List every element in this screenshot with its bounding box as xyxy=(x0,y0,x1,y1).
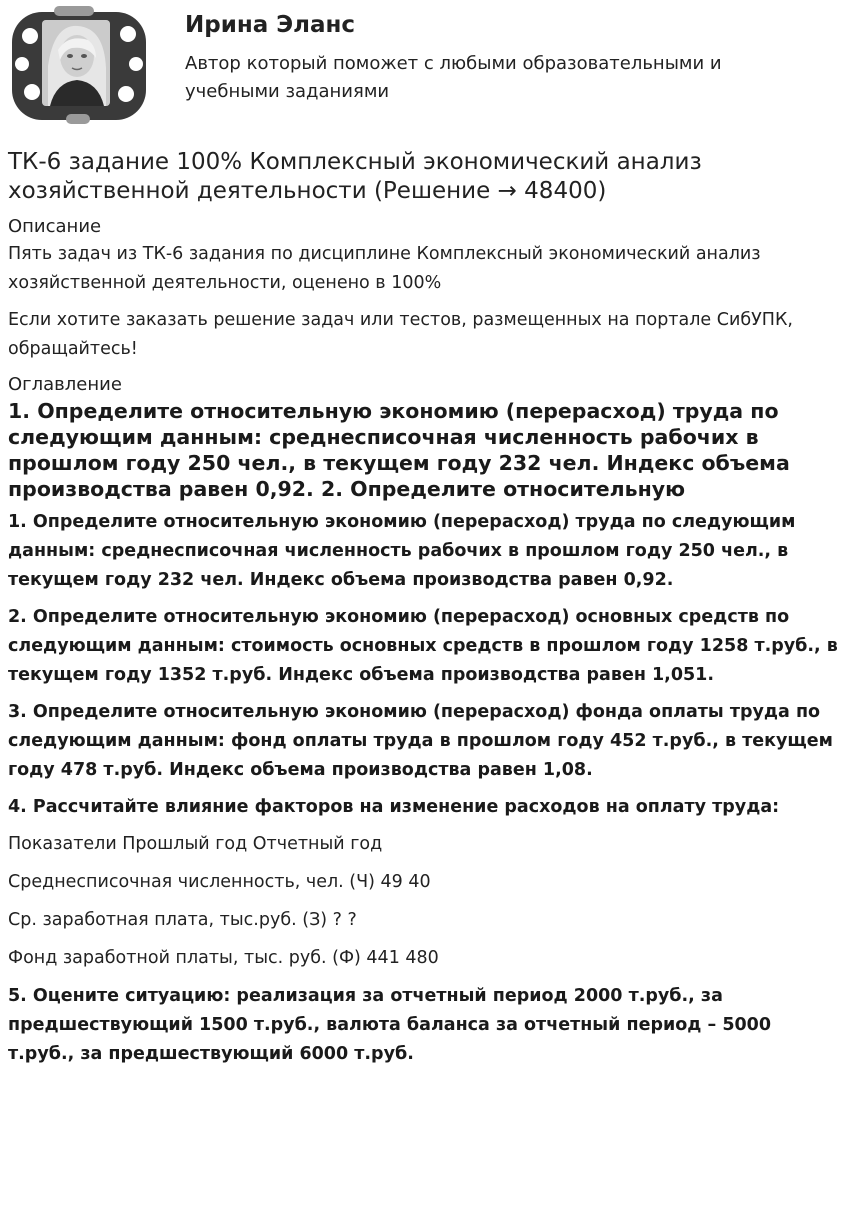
task-1: 1. Определите относительную экономию (перерасход) труда по следующим данным: среднесписочная численность рабочих в прошлом году 250 чел., в текущем году 232 чел. Индекс объема производства равен 0,92. xyxy=(8,512,796,590)
task-5: 5. Оцените ситуацию: реализация за отчетный период 2000 т.руб., за предшествующий 1500 т.руб., валюта баланса за отчетный период – 5000 т.руб., за предшествующий 6000 т.руб. xyxy=(8,986,772,1064)
author-description: Автор который поможет с любыми образовательными и учебными заданиями xyxy=(185,53,722,102)
description-paragraph-1: Пять задач из ТК-6 задания по дисциплине Комплексный экономический анализ хозяйственной деятельности, оценено в 100% xyxy=(8,244,761,293)
description-label: Описание xyxy=(8,216,102,237)
author-name[interactable]: Ирина Эланс xyxy=(185,12,356,38)
description-paragraph-2: Если хотите заказать решение задач или тестов, размещенных на портале СибУПК, обращайтесь! xyxy=(8,310,793,359)
document-title: ТК-6 задание 100% Комплексный экономический анализ хозяйственной деятельности (Решение → 48400) xyxy=(8,149,702,204)
document-content xyxy=(8,148,840,1077)
avatar-film-frame-image xyxy=(8,6,150,128)
table-header-line: Показатели Прошлый год Отчетный год xyxy=(8,834,383,854)
toc-heading: 1. Определите относительную экономию (перерасход) труда по следующим данным: среднесписочная численность рабочих в прошлом году 250 чел., в текущем году 232 чел. Индекс объема производства равен 0,92. 2. Определите относительную xyxy=(8,399,790,501)
table-row-payroll-fund: Фонд заработной платы, тыс. руб. (Ф) 441 480 xyxy=(8,948,439,968)
task-2: 2. Определите относительную экономию (перерасход) основных средств по следующим данным: стоимость основных средств в прошлом году 1258 т.руб., в текущем году 1352 т.руб. Индекс объема производства равен 1,051. xyxy=(8,607,838,685)
author-avatar[interactable] xyxy=(8,6,150,128)
task-3: 3. Определите относительную экономию (перерасход) фонда оплаты труда по следующим данным: фонд оплаты труда в прошлом году 452 т.руб., в текущем году 478 т.руб. Индекс объема производства равен 1,08. xyxy=(8,702,833,780)
task-4: 4. Рассчитайте влияние факторов на изменение расходов на оплату труда: xyxy=(8,797,780,817)
toc-label: Оглавление xyxy=(8,374,122,395)
author-header xyxy=(0,0,847,130)
table-row-avg-salary: Ср. заработная плата, тыс.руб. (З) ? ? xyxy=(8,910,357,930)
table-row-headcount: Среднесписочная численность, чел. (Ч) 49 40 xyxy=(8,872,431,892)
